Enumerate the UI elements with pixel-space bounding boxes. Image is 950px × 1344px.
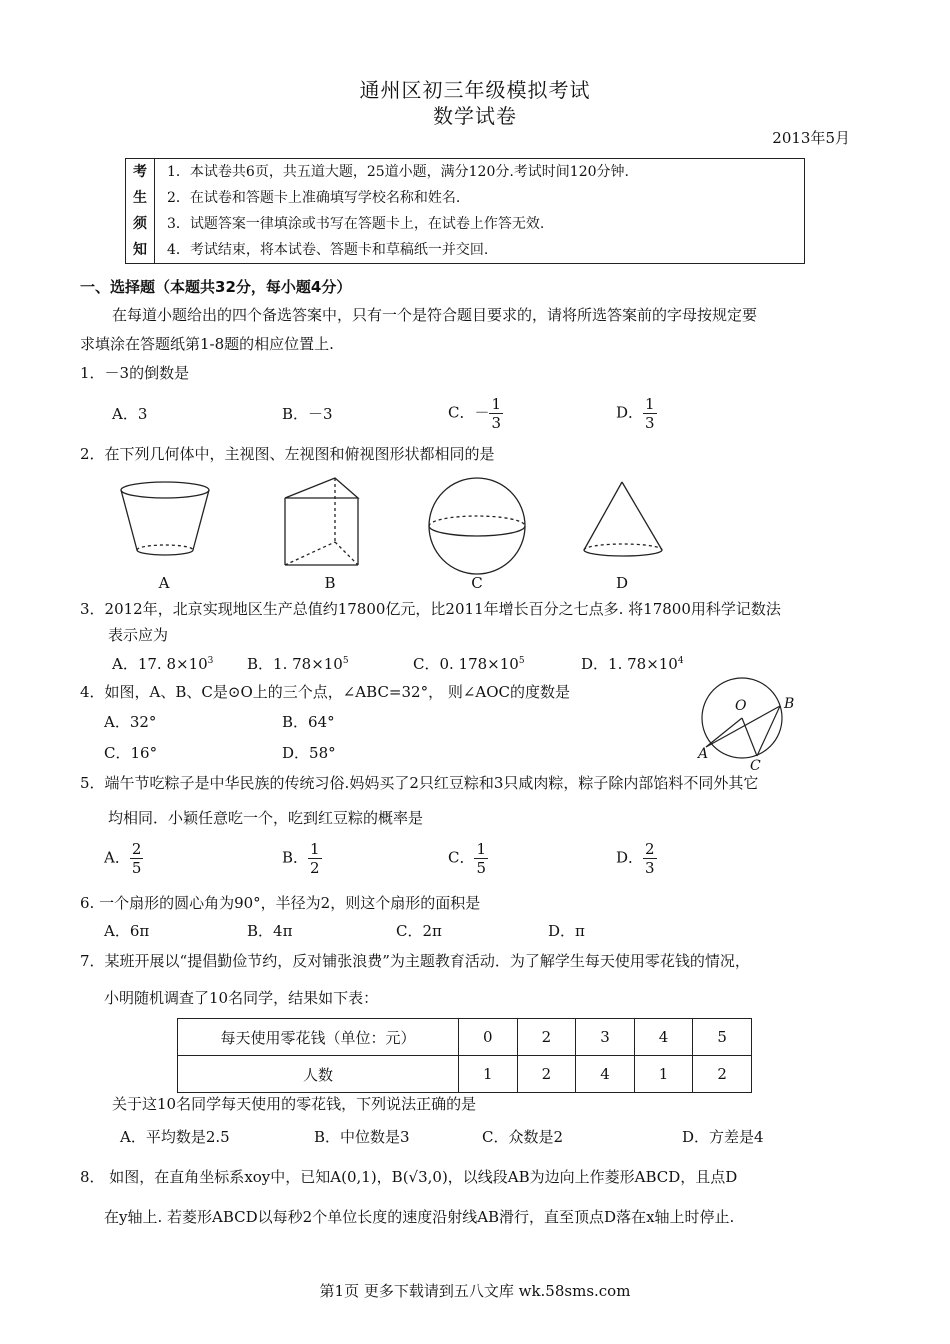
table-cell: 0	[459, 1019, 518, 1056]
q3-option-c: C．0. $178\times 10^5$	[413, 655, 525, 673]
q8-stem-cont: 在y轴上. 若菱形ABCD以每秒2个单位长度的速度沿射线AB滑行，直至顶点D落在x轴上时停止.	[104, 1208, 735, 1226]
point-b-label: B	[784, 696, 795, 712]
notice-box	[125, 158, 805, 264]
q1-option-c: C．－ $\frac{1}{3}$	[448, 395, 502, 432]
table-cell: 5	[693, 1019, 752, 1056]
q7-question: 关于这10名同学每天使用的零花钱，下列说法正确的是	[112, 1095, 477, 1113]
notice-item: 4．考试结束，将本试卷、答题卡和草稿纸一并交回.	[167, 242, 489, 258]
section-intro: 在每道小题给出的四个备选答案中，只有一个是符合题目要求的，请将所选答案前的字母按规定要	[112, 306, 758, 324]
table-cell: 1	[634, 1056, 693, 1093]
table-cell: 1	[459, 1056, 518, 1093]
q3-option-b: B．1. $78\times 10^5$	[247, 655, 349, 673]
notice-item: 3．试题答案一律填涂或书写在答题卡上，在试卷上作答无效.	[167, 216, 545, 232]
point-c-label: C	[750, 758, 761, 774]
solid-label-c: C	[471, 574, 483, 592]
table-cell: 3	[576, 1019, 635, 1056]
q6-stem: 6. 一个扇形的圆心角为90°，半径为2，则这个扇形的面积是	[80, 894, 481, 912]
solid-label-d: D	[615, 574, 629, 592]
table-cell: 人数	[178, 1056, 459, 1093]
notice-item: 2．在试卷和答题卡上准确填写学校名称和姓名.	[167, 190, 461, 206]
sphere-shape	[429, 478, 525, 574]
q7-option-d: D．方差是4	[682, 1128, 764, 1146]
q6-option-a: A．6π	[104, 922, 150, 940]
q1-stem: 1．－3的倒数是	[80, 364, 190, 382]
q6-option-c: C．2π	[396, 922, 442, 940]
q6-option-b: B．4π	[247, 922, 293, 940]
table-row	[178, 1019, 752, 1056]
q3-option-a: A．17. $8\times 10^3$	[112, 655, 214, 673]
solid-label-b: B	[324, 574, 336, 592]
table-cell: 2	[517, 1019, 576, 1056]
q4-option-b: B．64°	[282, 713, 335, 731]
solid-label-a: A	[158, 574, 170, 592]
section-heading: 一、选择题（本题共32分，每小题4分）	[80, 278, 352, 296]
q7-option-a: A．平均数是2.5	[120, 1128, 230, 1146]
point-o-label: O	[735, 698, 747, 714]
q7-option-c: C．众数是2	[482, 1128, 564, 1146]
prism-shape	[285, 478, 358, 565]
q5-option-d: D． $\frac{2}{3}$	[616, 840, 655, 877]
notice-items	[155, 159, 805, 264]
q4-option-c: C．16°	[104, 744, 158, 762]
q5-stem: 5．端午节吃粽子是中华民族的传统习俗.妈妈买了2只红豆粽和3只咸肉粽，粽子除内部馅料不同外其它	[80, 774, 759, 792]
q5-option-c: C． $\frac{1}{5}$	[448, 840, 487, 877]
frustum-shape	[121, 482, 209, 555]
q1-option-a: A．3	[112, 405, 148, 423]
q5-stem-cont: 均相同．小颖任意吃一个，吃到红豆粽的概率是	[108, 809, 424, 827]
q7-stem-cont: 小明随机调查了10名同学，结果如下表：	[104, 989, 379, 1007]
q1-option-b: B．－3	[282, 405, 333, 423]
q8-stem: 8． 如图，在直角坐标系xoy中，已知A(0,1)，B(√3,0)，以线段AB为边向上作菱形ABCD，且点D	[80, 1168, 738, 1186]
q2-stem: 2．在下列几何体中，主视图、左视图和俯视图形状都相同的是	[80, 445, 495, 463]
q1-option-d: D． $\frac{1}{3}$	[616, 395, 655, 432]
table-cell: 2	[693, 1056, 752, 1093]
q4-option-d: D．58°	[282, 744, 336, 762]
notice-item: 1．本试卷共6页，共五道大题，25道小题，满分120分.考试时间120分钟.	[167, 164, 629, 180]
q7-stem: 7．某班开展以“提倡勤俭节约，反对铺张浪费”为主题教育活动．为了解学生每天使用零花钱的情况，	[80, 952, 750, 970]
cone-shape	[584, 482, 662, 556]
exam-date: 2013年5月	[772, 129, 850, 147]
q4-stem: 4．如图，A、B、C是⊙O上的三个点，∠ABC=32°， 则∠AOC的度数是	[80, 683, 571, 701]
table-cell: 4	[576, 1056, 635, 1093]
q2-solids-figure	[110, 470, 690, 595]
q3-stem-cont: 表示应为	[108, 626, 169, 644]
table-cell: 4	[634, 1019, 693, 1056]
table-row	[178, 1056, 752, 1093]
q4-option-a: A．32°	[104, 713, 157, 731]
table-cell: 每天使用零花钱（单位：元）	[178, 1019, 459, 1056]
section-intro-cont: 求填涂在答题纸第1-8题的相应位置上.	[80, 335, 334, 353]
q7-option-b: B．中位数是3	[314, 1128, 410, 1146]
notice-label: 考 生 须 知	[126, 159, 155, 264]
q5-option-a: A． $\frac{2}{5}$	[104, 840, 142, 877]
q3-stem: 3．2012年，北京实现地区生产总值约17800亿元，比2011年增长百分之七点多. 将17800用科学记数法	[80, 600, 781, 618]
point-a-label: A	[698, 746, 709, 762]
q7-data-table	[177, 1018, 752, 1093]
page-footer: 第1页 更多下载请到五八文库 wk.58sms.com	[319, 1282, 631, 1300]
table-cell: 2	[517, 1056, 576, 1093]
exam-title: 通州区初三年级模拟考试	[359, 78, 591, 102]
q5-option-b: B． $\frac{1}{2}$	[282, 840, 320, 877]
paper-title: 数学试卷	[433, 104, 517, 128]
q6-option-d: D．π	[548, 922, 585, 940]
q3-option-d: D．1. $78\times 10^4$	[581, 655, 684, 673]
q4-circle-figure	[690, 670, 810, 775]
